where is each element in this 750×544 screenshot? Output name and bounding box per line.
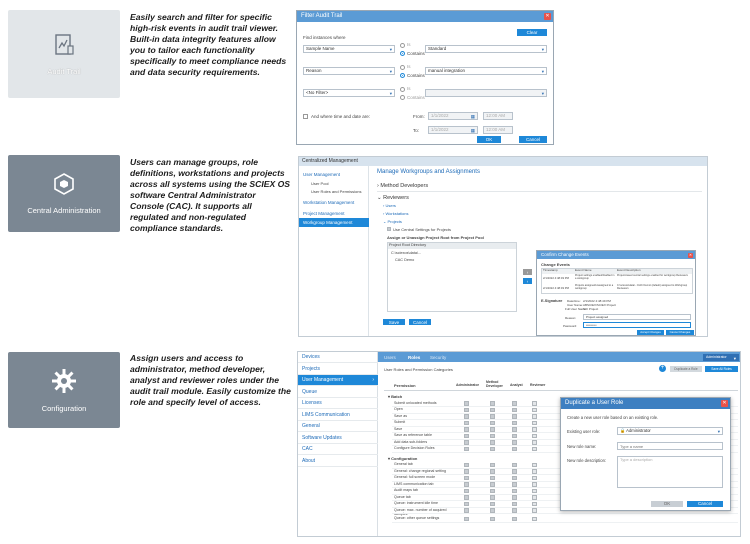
permission-checkbox[interactable] bbox=[512, 476, 517, 481]
value-select-2[interactable]: manual integration ▾ bbox=[425, 67, 547, 75]
page-title: Manage Workgroups and Assignments bbox=[377, 169, 480, 175]
method-developers-group[interactable]: › Method Developers bbox=[377, 183, 429, 189]
configuration-window bbox=[297, 351, 741, 537]
user-name: ABSCIEX\SCIEX Project bbox=[583, 303, 617, 307]
chevron-down-icon: ▾ bbox=[717, 429, 720, 434]
permission-row-label: General tab bbox=[394, 462, 413, 466]
permission-row-label: General: change regional setting bbox=[394, 468, 446, 473]
nav-queue[interactable] bbox=[298, 387, 378, 398]
permission-checkbox[interactable] bbox=[512, 434, 517, 439]
permission-checkbox[interactable] bbox=[490, 517, 495, 522]
contains-radio-1[interactable] bbox=[400, 51, 405, 56]
permission-row-label: Configure Decision Rules bbox=[394, 446, 435, 450]
permission-checkbox[interactable] bbox=[532, 517, 537, 522]
chevron-down-icon: ▾ bbox=[541, 91, 544, 96]
use-central-label: Use Central Settings for Projects bbox=[393, 227, 452, 232]
existing-role-label: Existing user role: bbox=[567, 429, 601, 434]
contains-label: Contains bbox=[407, 95, 425, 100]
divider bbox=[377, 191, 702, 192]
full-user-label: Full User Name: bbox=[565, 307, 587, 311]
password-label: Password: bbox=[563, 324, 578, 328]
contains-radio-2[interactable] bbox=[400, 73, 405, 78]
permission-row-label: Save as bbox=[394, 413, 407, 418]
audit-trail-icon bbox=[53, 33, 75, 57]
permission-checkbox[interactable] bbox=[490, 408, 495, 413]
time-date-checkbox[interactable] bbox=[303, 114, 308, 119]
calendar-icon: ▦ bbox=[470, 128, 475, 133]
calendar-icon: ▦ bbox=[470, 114, 475, 119]
permission-checkbox[interactable] bbox=[532, 508, 537, 513]
event-cell: Project settings enabled/disabled in a workgroup bbox=[575, 274, 615, 280]
permission-checkbox[interactable] bbox=[512, 469, 517, 474]
close-icon[interactable]: ✕ bbox=[545, 13, 550, 19]
permission-checkbox[interactable] bbox=[490, 508, 495, 513]
is-radio-2[interactable] bbox=[400, 65, 405, 70]
chevron-down-icon: ▾ bbox=[389, 47, 392, 52]
permission-checkbox[interactable] bbox=[512, 517, 517, 522]
nav-label: General bbox=[302, 423, 320, 429]
permission-checkbox[interactable] bbox=[490, 469, 495, 474]
value-select-1[interactable]: Standard ▾ bbox=[425, 45, 547, 53]
permission-checkbox[interactable] bbox=[464, 517, 469, 522]
close-icon[interactable]: ✕ bbox=[689, 252, 692, 257]
cac-window bbox=[298, 156, 708, 337]
reason-input[interactable]: Project assigned bbox=[583, 314, 691, 320]
event-cell: 2/1/2022 4:48:49 PM bbox=[543, 286, 569, 290]
permission-row-label: Queue: other queue settings bbox=[394, 516, 440, 520]
lock-icon: 🔒 bbox=[620, 428, 627, 433]
col-header: Event Name bbox=[575, 268, 592, 272]
contains-label: Contains bbox=[407, 73, 425, 78]
permission-checkbox[interactable] bbox=[464, 401, 469, 406]
config-sidebar bbox=[298, 352, 378, 537]
permission-checkbox[interactable] bbox=[512, 414, 517, 419]
event-cell: C:\sciexos\data\...\CAC Demo\ (default) assigned to Workgroup Reviewers bbox=[617, 284, 688, 290]
is-radio-1[interactable] bbox=[400, 43, 405, 48]
nav-user-management[interactable]: User Management bbox=[303, 172, 341, 177]
is-label: Is bbox=[407, 64, 411, 69]
permission-row-label: Queue: instrument idle time bbox=[394, 501, 438, 505]
to-time-input[interactable]: 12:00 AM bbox=[483, 126, 513, 134]
permission-checkbox[interactable] bbox=[512, 489, 517, 494]
permission-checkbox[interactable] bbox=[490, 421, 495, 426]
reason-label: Reason: bbox=[565, 316, 577, 320]
permission-checkbox[interactable] bbox=[464, 463, 469, 468]
permission-row-label: Add data sub-folders bbox=[394, 439, 428, 444]
contains-label: Contains bbox=[407, 51, 425, 56]
duplicate-role-button[interactable]: Duplicate a Role bbox=[670, 366, 702, 372]
add-icon[interactable]: + bbox=[660, 365, 665, 371]
assign-label: Assign or Unassign Project Root from Project Pool bbox=[387, 235, 484, 240]
permission-checkbox[interactable] bbox=[464, 508, 469, 513]
event-cell: 2/1/2022 4:48:49 PM bbox=[543, 276, 569, 280]
config-tab-bar bbox=[378, 352, 741, 362]
esig-date-label: Date/time: bbox=[567, 299, 581, 303]
permission-checkbox[interactable] bbox=[512, 408, 517, 413]
central-administration-tile bbox=[8, 155, 120, 232]
permission-checkbox[interactable] bbox=[532, 495, 537, 500]
permission-checkbox[interactable] bbox=[532, 421, 537, 426]
full-user: SCI Project bbox=[583, 307, 599, 311]
save-button[interactable]: Save bbox=[383, 319, 405, 325]
reviewers-group[interactable]: ⌄ Reviewers bbox=[377, 195, 409, 201]
save-all-roles-button[interactable]: Save All Roles bbox=[705, 366, 738, 372]
dup-intro: Create a new user role based on an existing role. bbox=[567, 415, 659, 420]
new-desc-label: New role description: bbox=[567, 458, 607, 463]
permission-row-label: Submit bbox=[394, 420, 406, 424]
permission-group[interactable]: ▾ Configuration bbox=[388, 455, 418, 461]
permission-checkbox[interactable] bbox=[512, 502, 517, 507]
permission-checkbox[interactable] bbox=[464, 489, 469, 494]
chevron-down-icon: ▾ bbox=[389, 69, 392, 74]
col-header: Event Description bbox=[617, 268, 641, 272]
permission-row-label: Submit unlocated methods bbox=[394, 400, 437, 405]
permission-row-label: General: full screen mode bbox=[394, 475, 436, 479]
permission-checkbox[interactable] bbox=[512, 482, 517, 487]
permission-checkbox[interactable] bbox=[512, 463, 517, 468]
col-header: Permission bbox=[394, 383, 416, 388]
permission-row-label: Save as reference table bbox=[394, 433, 432, 437]
nav-label: Devices bbox=[302, 354, 320, 360]
permission-checkbox[interactable] bbox=[532, 482, 537, 487]
permission-checkbox[interactable] bbox=[512, 447, 517, 452]
chevron-down-icon: ▾ bbox=[541, 47, 544, 52]
permission-checkbox[interactable] bbox=[490, 434, 495, 439]
permission-checkbox[interactable] bbox=[532, 476, 537, 481]
col-header: Timestamp bbox=[543, 268, 558, 272]
permission-checkbox[interactable] bbox=[490, 489, 495, 494]
permission-checkbox[interactable] bbox=[532, 440, 537, 445]
nav-label: Software Updates bbox=[302, 434, 342, 441]
dialog-title-bar bbox=[297, 11, 553, 22]
col-header: Method Developer bbox=[486, 380, 503, 388]
permission-checkbox[interactable] bbox=[490, 427, 495, 432]
permission-checkbox[interactable] bbox=[464, 414, 469, 419]
permission-checkbox[interactable] bbox=[532, 434, 537, 439]
cac-header: Centralized Management bbox=[299, 157, 707, 166]
nav-software-updates[interactable] bbox=[298, 433, 378, 444]
permission-checkbox[interactable] bbox=[464, 447, 469, 452]
gear-icon bbox=[51, 368, 77, 394]
permission-checkbox[interactable] bbox=[464, 421, 469, 426]
tab-users[interactable]: Users bbox=[384, 354, 396, 360]
tab-security[interactable]: Security bbox=[430, 354, 447, 360]
permission-checkbox[interactable] bbox=[512, 401, 517, 406]
nav-user-management[interactable] bbox=[298, 375, 378, 386]
cancel-button[interactable]: Cancel bbox=[409, 319, 431, 325]
permission-checkbox[interactable] bbox=[512, 495, 517, 500]
permission-checkbox[interactable] bbox=[464, 408, 469, 413]
dialog-title: Confirm Change Events bbox=[541, 252, 589, 257]
permission-checkbox[interactable] bbox=[532, 414, 537, 419]
cac-demo-item[interactable]: CAC Demo bbox=[395, 258, 415, 262]
nav-user-roles[interactable]: User Roles and Permissions bbox=[311, 189, 362, 194]
find-label: Find instances where bbox=[303, 35, 346, 40]
new-role-description-input[interactable]: Type a description bbox=[617, 456, 723, 488]
from-label: From: bbox=[413, 114, 425, 119]
nav-label: LIMS Communication bbox=[302, 411, 350, 418]
permission-checkbox[interactable] bbox=[464, 440, 469, 445]
password-input[interactable]: •••••••••• bbox=[583, 322, 691, 328]
cancel-button[interactable]: Cancel bbox=[519, 136, 547, 143]
tab-roles[interactable]: Roles bbox=[408, 354, 421, 360]
move-right-button[interactable]: › bbox=[523, 269, 532, 275]
chevron-down-icon: ▾ bbox=[389, 91, 392, 96]
hexagon-icon bbox=[53, 172, 75, 196]
field-select-1[interactable]: Sample Name ▾ bbox=[303, 45, 395, 53]
is-label: Is bbox=[407, 42, 411, 47]
permission-checkbox[interactable] bbox=[532, 463, 537, 468]
permission-checkbox[interactable] bbox=[490, 447, 495, 452]
cac-sidebar bbox=[299, 166, 369, 337]
root-path: C:\sciexos\data\... bbox=[391, 251, 422, 255]
permission-checkbox[interactable] bbox=[532, 427, 537, 432]
nav-label: Projects bbox=[302, 365, 321, 372]
permission-checkbox[interactable] bbox=[512, 427, 517, 432]
permission-checkbox[interactable] bbox=[464, 476, 469, 481]
permission-row-label: Queue: max. number of acquired bbox=[394, 507, 447, 512]
permission-row-label: Audit maps tab bbox=[394, 488, 418, 492]
new-name-label: New role name: bbox=[567, 444, 597, 449]
nav-label: Licenses bbox=[302, 400, 322, 406]
central-admin-description: Users can manage groups, role definitions, workstations and projects across all systems using the SCIEX OS software Central Administrator Console (CAC). It supports all regulated and non-regulated compliance standards. bbox=[130, 157, 291, 233]
permission-checkbox[interactable] bbox=[490, 502, 495, 507]
nav-projects[interactable] bbox=[298, 364, 378, 375]
esig-label: E-Signature bbox=[541, 299, 563, 303]
nav-about[interactable] bbox=[298, 456, 378, 467]
nav-label: About bbox=[302, 457, 316, 464]
nav-project-management[interactable]: Project Management bbox=[303, 211, 345, 216]
is-label: Is bbox=[407, 86, 411, 91]
permission-checkbox[interactable] bbox=[532, 447, 537, 452]
permission-checkbox[interactable] bbox=[490, 495, 495, 500]
permission-checkbox[interactable] bbox=[532, 502, 537, 507]
new-role-name-input[interactable] bbox=[617, 442, 723, 450]
row-divider bbox=[392, 522, 738, 523]
permission-checkbox[interactable] bbox=[532, 408, 537, 413]
is-radio-3[interactable] bbox=[400, 87, 405, 92]
chevron-down-icon: ▾ bbox=[541, 69, 544, 74]
ok-button[interactable]: OK bbox=[651, 501, 683, 507]
row-divider bbox=[392, 513, 738, 514]
permission-checkbox[interactable] bbox=[532, 401, 537, 406]
permission-checkbox[interactable] bbox=[464, 434, 469, 439]
ok-button[interactable]: OK bbox=[477, 136, 501, 143]
to-date-input[interactable]: 1/1/2022 ▦ bbox=[428, 126, 478, 134]
nav-label: Queue bbox=[302, 388, 318, 395]
move-left-button[interactable]: ‹ bbox=[523, 278, 532, 284]
configuration-tile bbox=[8, 352, 120, 428]
permission-row-label: Open bbox=[394, 407, 403, 411]
contains-radio-3[interactable] bbox=[400, 95, 405, 100]
chevron-right-icon: › bbox=[372, 377, 374, 383]
sub-users[interactable]: › Users bbox=[383, 203, 396, 208]
event-cell: Project-based central settings enabled for workgroup Reviewers bbox=[617, 274, 688, 277]
clear-button[interactable]: Clear bbox=[517, 29, 547, 36]
permission-row-label: Save bbox=[394, 426, 403, 431]
accept-changes-button[interactable]: Accept Changes bbox=[637, 330, 664, 335]
filter-audit-trail-dialog bbox=[296, 10, 554, 145]
event-cell: Projects assigned/unassigned to a workgroup bbox=[575, 284, 614, 290]
role-select[interactable]: Administrator ▾ bbox=[703, 354, 739, 361]
tile-label: Central Administration bbox=[27, 206, 101, 215]
permission-checkbox[interactable] bbox=[464, 482, 469, 487]
from-date-input[interactable]: 1/1/2022 ▦ bbox=[428, 112, 478, 120]
permission-checkbox[interactable] bbox=[464, 469, 469, 474]
configuration-description: Assign users and access to administrator, method developer, analyst and reviewer roles under the audit trail module. Easily customize the role and specify level of access. bbox=[130, 353, 291, 407]
cancel-changes-button[interactable]: Cancel Changes bbox=[666, 330, 694, 335]
duplicate-user-role-dialog bbox=[560, 397, 731, 511]
nav-licenses[interactable] bbox=[298, 398, 378, 409]
nav-user-pool[interactable]: User Pool bbox=[311, 181, 329, 186]
col-header: Analyst bbox=[510, 383, 523, 387]
user-roles-label: User Roles and Permission Categories bbox=[384, 367, 453, 372]
permission-checkbox[interactable] bbox=[464, 502, 469, 507]
permission-row-label: LIMS communication tab bbox=[394, 481, 434, 486]
user-name-label: User Name: bbox=[567, 303, 584, 307]
permission-checkbox[interactable] bbox=[490, 463, 495, 468]
sub-workstations[interactable]: › Workstations bbox=[383, 211, 409, 216]
nav-lims-communication[interactable] bbox=[298, 410, 378, 421]
permission-checkbox[interactable] bbox=[512, 440, 517, 445]
and-where-label: And where time and date are: bbox=[311, 114, 371, 119]
permission-checkbox[interactable] bbox=[512, 508, 517, 513]
permission-row-label: Queue tab bbox=[394, 494, 411, 499]
nav-label: CAC bbox=[302, 446, 313, 452]
permission-checkbox[interactable] bbox=[490, 476, 495, 481]
col-header: Administrator bbox=[456, 383, 479, 387]
root-dir-header: Project Root Directory bbox=[389, 243, 427, 247]
permission-checkbox[interactable] bbox=[490, 414, 495, 419]
nav-devices[interactable] bbox=[298, 352, 378, 363]
permission-checkbox[interactable] bbox=[490, 440, 495, 445]
permission-table-header bbox=[384, 379, 738, 391]
tile-label: Configuration bbox=[41, 403, 87, 413]
from-time-input[interactable]: 12:00 AM bbox=[483, 112, 513, 120]
dialog-title: Filter Audit Trail bbox=[301, 13, 343, 19]
existing-role-select[interactable]: 🔒 Administrator ▾ bbox=[617, 427, 723, 435]
nav-workstation-management[interactable]: Workstation Management bbox=[303, 200, 355, 205]
permission-checkbox[interactable] bbox=[512, 421, 517, 426]
permission-group[interactable]: ▾ Batch bbox=[388, 394, 403, 399]
permission-checkbox[interactable] bbox=[464, 495, 469, 500]
audit-trail-tile bbox=[8, 10, 120, 98]
permission-checkbox[interactable] bbox=[532, 489, 537, 494]
permission-checkbox[interactable] bbox=[490, 482, 495, 487]
nav-cac[interactable] bbox=[298, 444, 378, 455]
nav-general[interactable] bbox=[298, 421, 378, 432]
sub-projects[interactable]: ⌄ Projects bbox=[383, 219, 402, 224]
value-select-3[interactable] bbox=[425, 89, 547, 97]
nav-workgroup-label: Workgroup Management bbox=[303, 220, 353, 225]
permission-checkbox[interactable] bbox=[532, 469, 537, 474]
esig-date: 2/1/2022 4:48:49 PM bbox=[583, 299, 611, 303]
field-select-2[interactable]: Reason ▾ bbox=[303, 67, 395, 75]
tile-label: Audit Trail bbox=[47, 66, 81, 76]
chevron-down-icon: ▾ bbox=[733, 355, 736, 361]
cancel-button[interactable]: Cancel bbox=[687, 501, 723, 507]
col-header: Reviewer bbox=[530, 383, 546, 387]
dialog-title-bar bbox=[537, 251, 695, 259]
close-icon[interactable]: ✕ bbox=[722, 400, 727, 406]
nav-label: User Management bbox=[302, 377, 344, 383]
dialog-title-bar bbox=[561, 398, 730, 409]
use-central-checkbox[interactable] bbox=[387, 227, 391, 231]
permission-checkbox[interactable] bbox=[464, 427, 469, 432]
audit-trail-description: Easily search and filter for specific high-risk events in audit trail viewer. Built-in data integrity features allow you to tailor each functionality specifically to meet compliance needs and data security requirements. bbox=[130, 12, 287, 77]
confirm-change-events-dialog bbox=[536, 250, 696, 336]
field-select-3[interactable]: <No Filter> ▾ bbox=[303, 89, 395, 97]
change-events-label: Change Events bbox=[541, 262, 570, 267]
to-label: To: bbox=[413, 128, 420, 133]
dialog-title: Duplicate a User Role bbox=[565, 400, 624, 406]
permission-checkbox[interactable] bbox=[490, 401, 495, 406]
